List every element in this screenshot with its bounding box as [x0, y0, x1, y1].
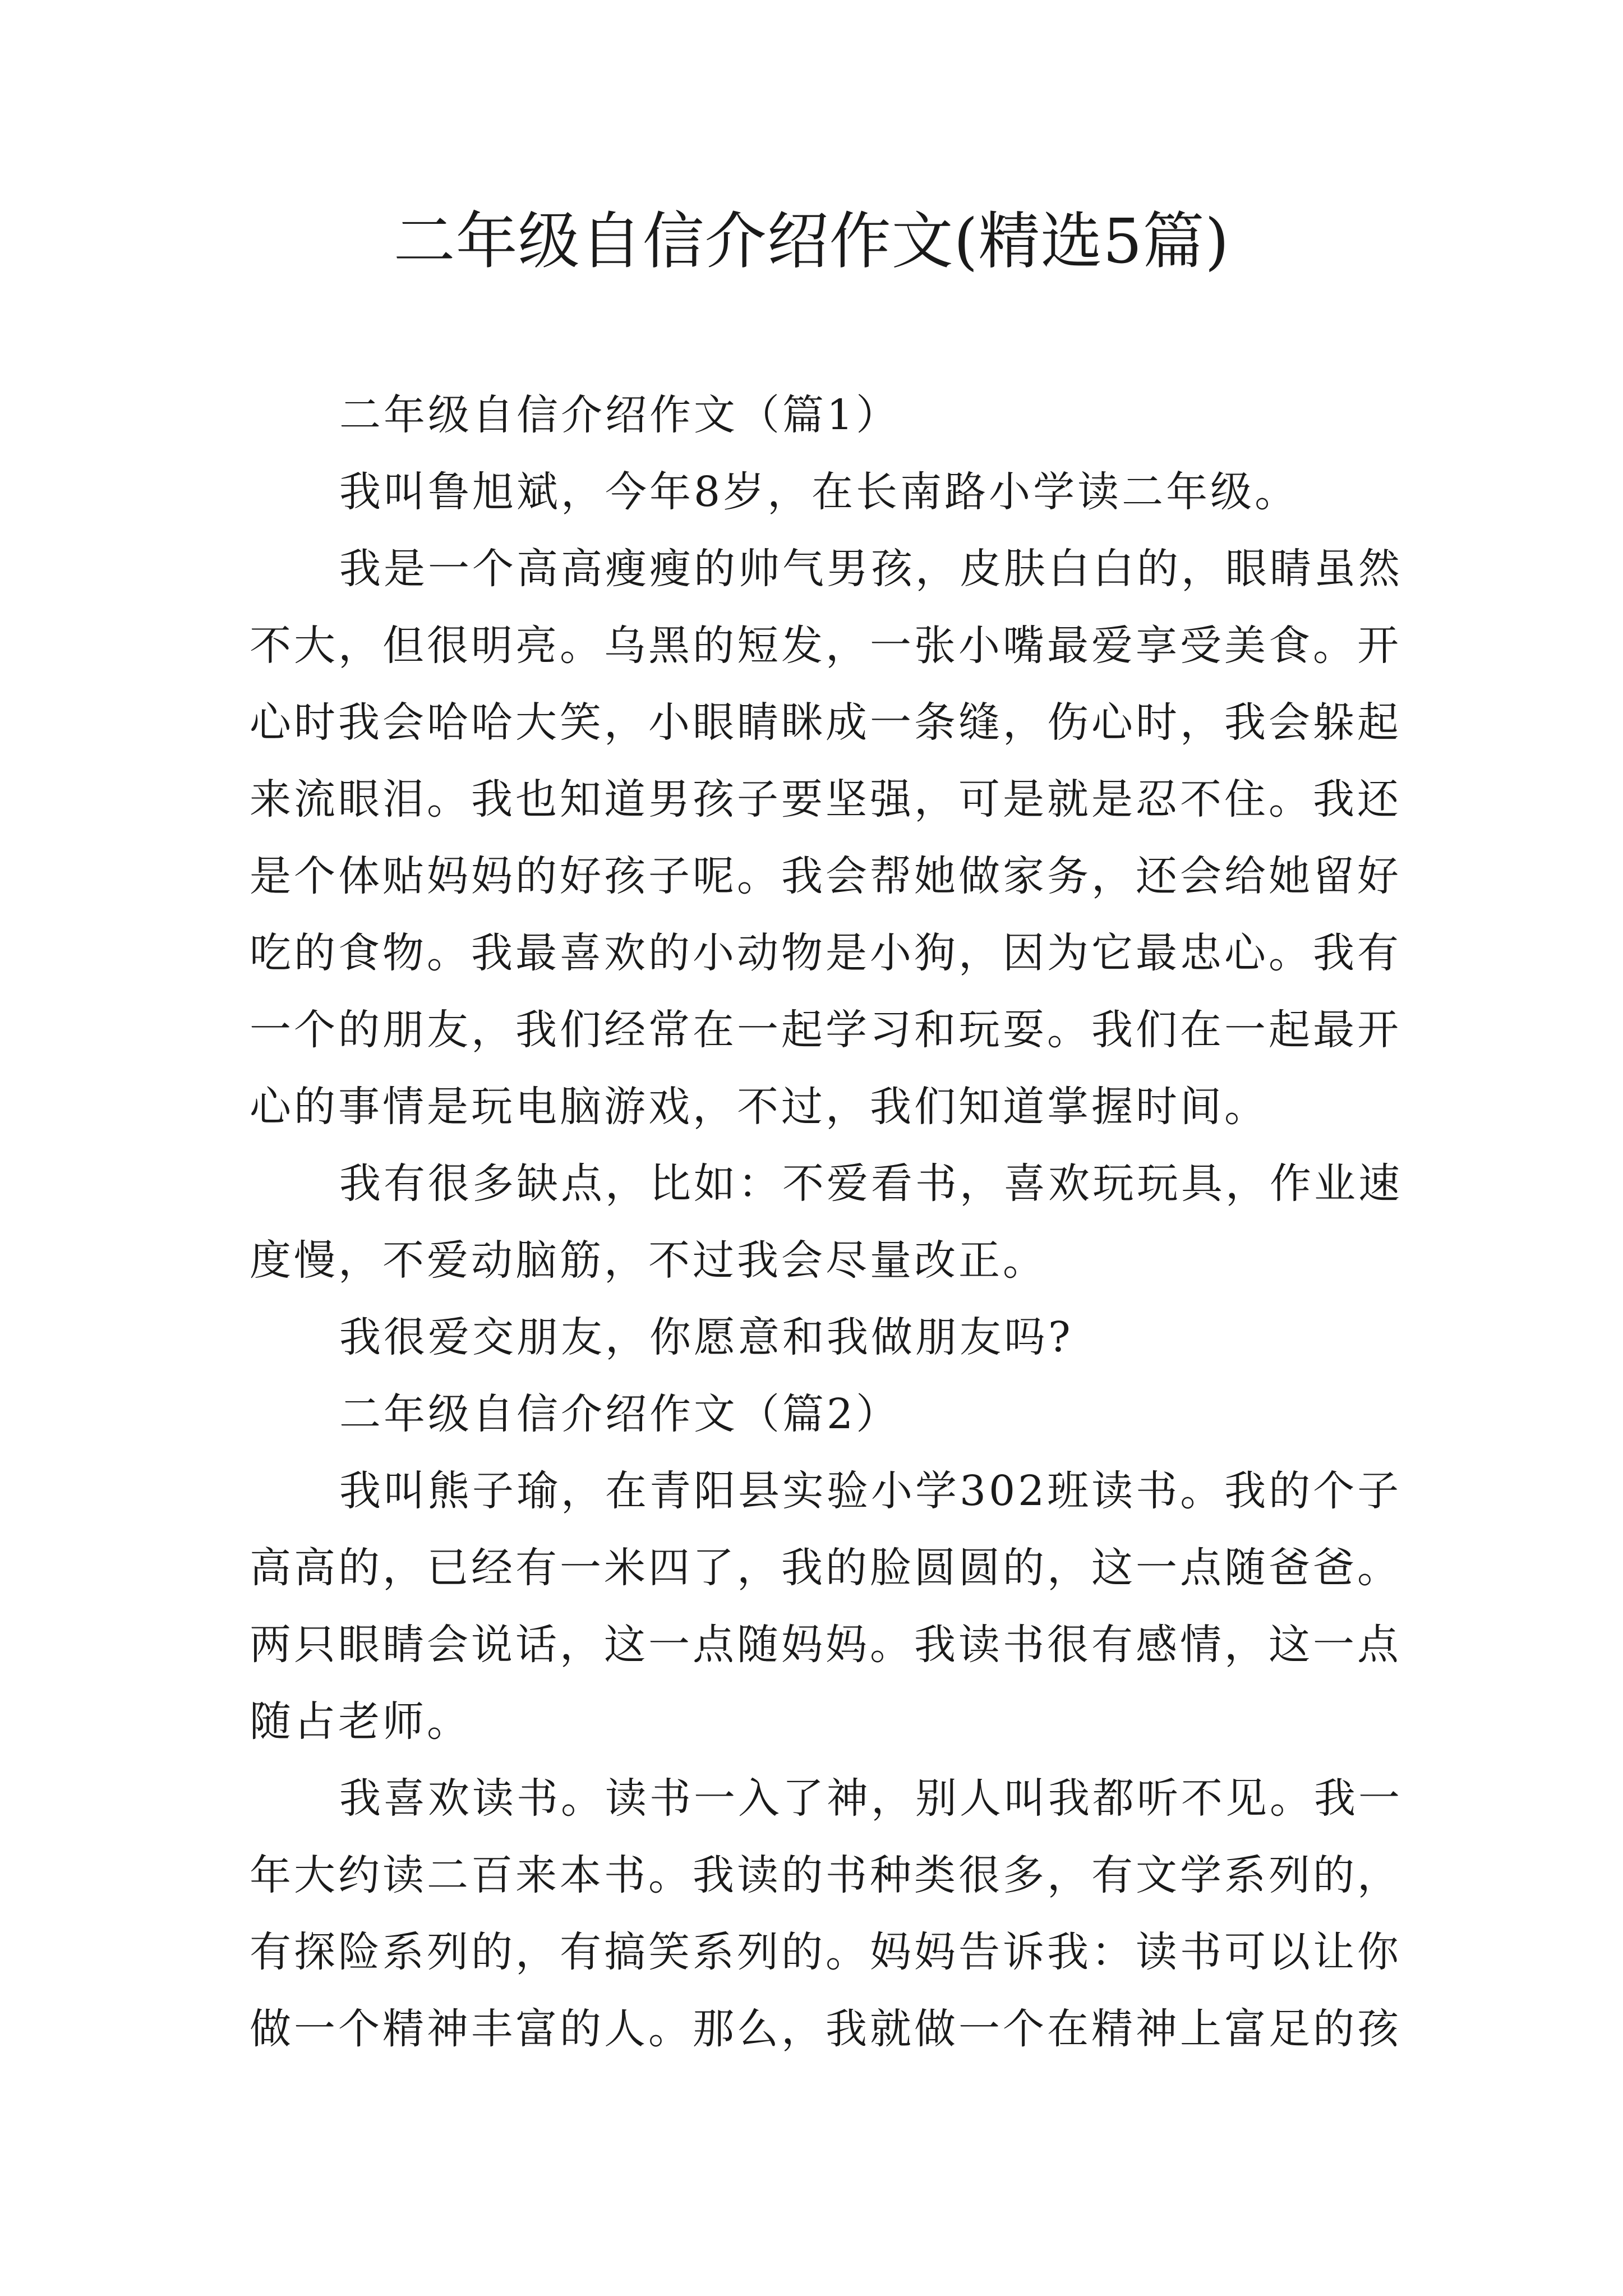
section-heading: 二年级自信介绍作文（篇2） — [339, 1390, 901, 1438]
paragraph-line: 一个的朋友，我们经常在一起学习和玩耍。我们在一起最开 — [250, 1006, 1401, 1054]
paragraph-line: 我叫熊子瑜，在青阳县实验小学302班读书。我的个子 — [339, 1467, 1402, 1515]
paragraph-line: 我是一个高高瘦瘦的帅气男孩，皮肤白白的，眼睛虽然 — [339, 545, 1403, 593]
document-title: 二年级自信介绍作文(精选5篇) — [393, 205, 1230, 277]
paragraph-line: 是个体贴妈妈的好孩子呢。我会帮她做家务，还会给她留好 — [250, 852, 1401, 900]
paragraph-line: 高高的，已经有一米四了，我的脸圆圆的，这一点随爸爸。 — [250, 1544, 1401, 1592]
section-heading: 二年级自信介绍作文（篇1） — [339, 391, 901, 439]
paragraph-line: 不大，但很明亮。乌黑的短发，一张小嘴最爱享受美食。开 — [250, 622, 1401, 670]
paragraph-line: 有探险系列的，有搞笑系列的。妈妈告诉我：读书可以让你 — [250, 1928, 1401, 1976]
paragraph-line: 随占老师。 — [250, 1697, 471, 1746]
paragraph-line: 我喜欢读书。读书一入了神，别人叫我都听不见。我一 — [339, 1774, 1403, 1823]
paragraph-line: 我有很多缺点，比如：不爱看书，喜欢玩玩具，作业速 — [339, 1159, 1403, 1208]
paragraph-line: 两只眼睛会说话，这一点随妈妈。我读书很有感情，这一点 — [250, 1621, 1401, 1669]
paragraph-line: 年大约读二百来本书。我读的书种类很多，有文学系列的， — [250, 1851, 1401, 1899]
paragraph-line: 来流眼泪。我也知道男孩子要坚强，可是就是忍不住。我还 — [250, 775, 1401, 823]
paragraph-line: 我很爱交朋友，你愿意和我做朋友吗? — [339, 1313, 1073, 1361]
paragraph-line: 心时我会哈哈大笑，小眼睛眯成一条缝，伤心时，我会躲起 — [250, 698, 1401, 747]
paragraph-line: 心的事情是玩电脑游戏，不过，我们知道掌握时间。 — [250, 1083, 1269, 1131]
paragraph-line: 我叫鲁旭斌，今年8岁，在长南路小学读二年级。 — [339, 468, 1299, 516]
paragraph-line: 度慢，不爱动脑筋，不过我会尽量改正。 — [250, 1236, 1047, 1285]
paragraph-line: 吃的食物。我最喜欢的小动物是小狗，因为它最忠心。我有 — [250, 929, 1401, 977]
paragraph-line: 做一个精神丰富的人。那么，我就做一个在精神上富足的孩 — [250, 2005, 1401, 2053]
